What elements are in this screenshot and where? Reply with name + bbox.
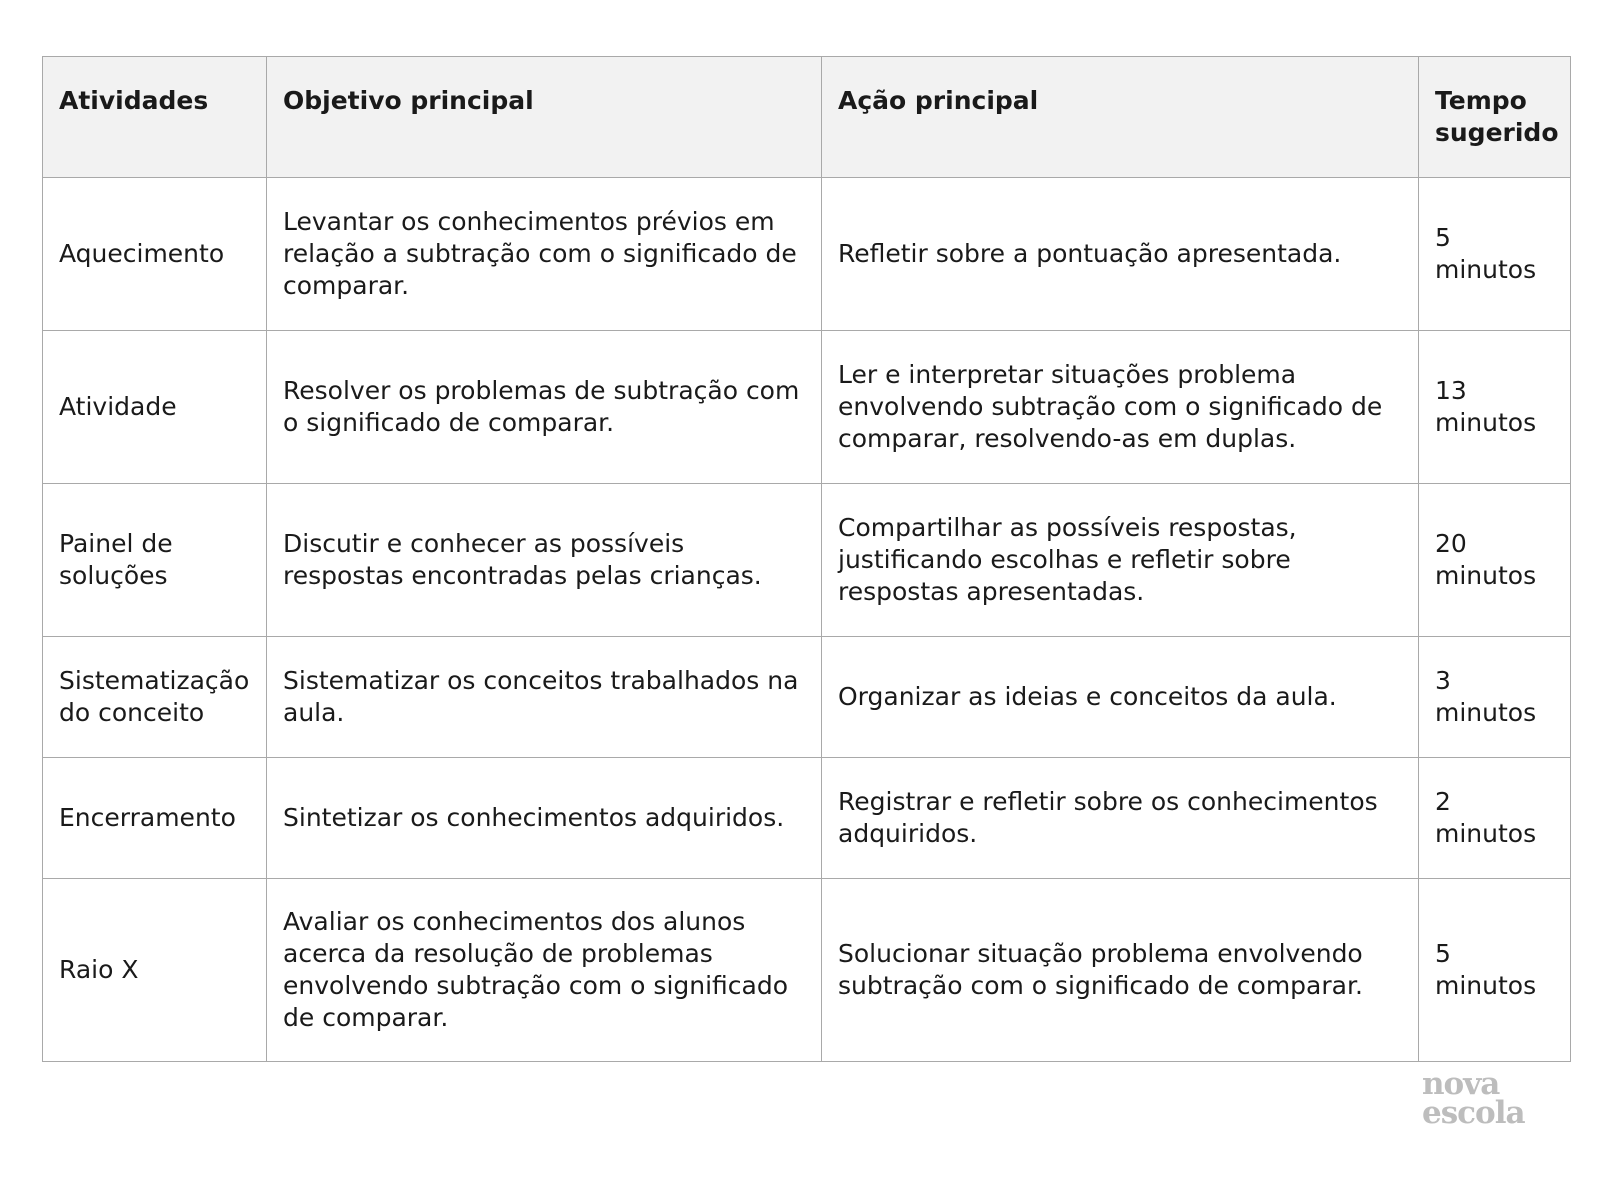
header-tempo: Tempo sugerido <box>1419 57 1571 178</box>
cell-acao: Organizar as ideias e conceitos da aula. <box>822 637 1419 758</box>
header-acao: Ação principal <box>822 57 1419 178</box>
cell-objetivo: Levantar os conhecimentos prévios em relação a subtração com o significado de comparar. <box>267 178 822 331</box>
cell-atividade: Atividade <box>43 331 267 484</box>
table-header <box>43 57 1571 178</box>
cell-objetivo: Resolver os problemas de subtração com o significado de comparar. <box>267 331 822 484</box>
table-row <box>43 879 1571 1062</box>
header-atividades: Atividades <box>43 57 267 178</box>
nova-escola-logo <box>1422 1066 1542 1131</box>
table-row <box>43 758 1571 879</box>
table-row <box>43 331 1571 484</box>
cell-tempo: 2 minutos <box>1419 758 1571 879</box>
cell-atividade: Raio X <box>43 879 267 1062</box>
cell-objetivo: Avaliar os conhecimentos dos alunos acerca da resolução de problemas envolvendo subtração com o significado de comparar. <box>267 879 822 1062</box>
cell-tempo: 5 minutos <box>1419 879 1571 1062</box>
cell-acao: Ler e interpretar situações problema envolvendo subtração com o significado de comparar, resolvendo-as em duplas. <box>822 331 1419 484</box>
header-row <box>43 57 1571 178</box>
lesson-plan-table <box>42 56 1571 1062</box>
table-row <box>43 178 1571 331</box>
cell-tempo: 3 minutos <box>1419 637 1571 758</box>
cell-tempo: 20 minutos <box>1419 484 1571 637</box>
cell-atividade: Sistematização do conceito <box>43 637 267 758</box>
cell-atividade: Aquecimento <box>43 178 267 331</box>
table-body <box>43 178 1571 1062</box>
cell-acao: Solucionar situação problema envolvendo subtração com o significado de comparar. <box>822 879 1419 1062</box>
logo-line-2: escola <box>1422 1095 1525 1131</box>
cell-acao: Refletir sobre a pontuação apresentada. <box>822 178 1419 331</box>
cell-tempo: 13 minutos <box>1419 331 1571 484</box>
cell-acao: Registrar e refletir sobre os conhecimentos adquiridos. <box>822 758 1419 879</box>
header-objetivo: Objetivo principal <box>267 57 822 178</box>
table-row <box>43 637 1571 758</box>
logo-line-1: nova <box>1422 1066 1500 1102</box>
table-row <box>43 484 1571 637</box>
cell-objetivo: Sistematizar os conceitos trabalhados na aula. <box>267 637 822 758</box>
cell-atividade: Encerramento <box>43 758 267 879</box>
cell-objetivo: Discutir e conhecer as possíveis respostas encontradas pelas crianças. <box>267 484 822 637</box>
cell-objetivo: Sintetizar os conhecimentos adquiridos. <box>267 758 822 879</box>
cell-tempo: 5 minutos <box>1419 178 1571 331</box>
cell-atividade: Painel de soluções <box>43 484 267 637</box>
cell-acao: Compartilhar as possíveis respostas, justificando escolhas e refletir sobre respostas apresentadas. <box>822 484 1419 637</box>
